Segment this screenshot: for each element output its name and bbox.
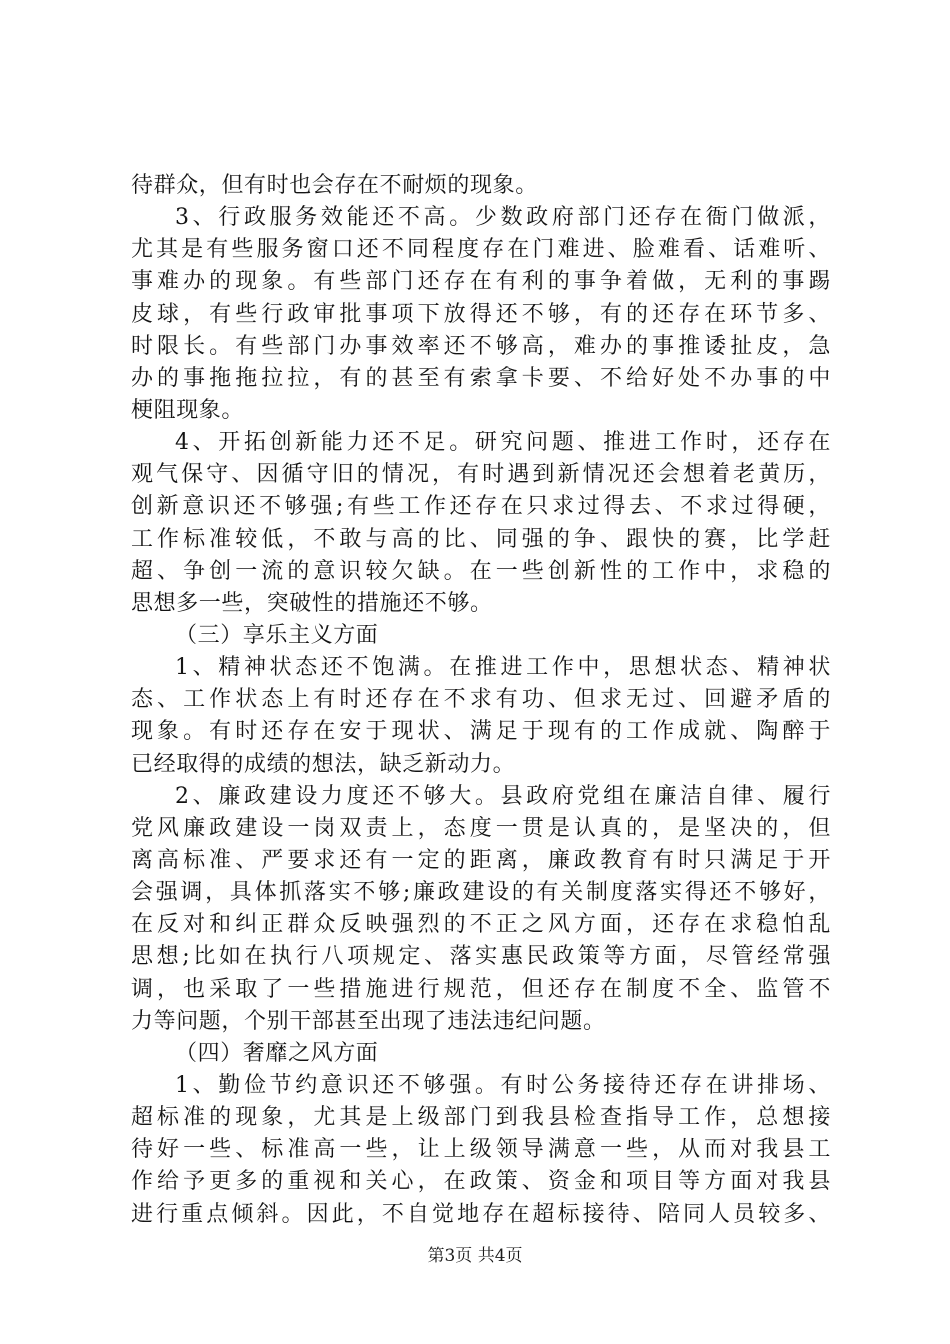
text-line: 尤其是有些服务窗口还不同程度存在门难进、脸难看、话难听、 — [131, 237, 831, 263]
text-line: 进行重点倾斜。因此，不自觉地存在超标接待、陪同人员较多、 — [131, 1201, 831, 1227]
text-line: 待群众，但有时也会存在不耐烦的现象。 — [131, 173, 538, 198]
text-line: 会强调，具体抓落实不够;廉政建设的有关制度落实得还不够好， — [131, 880, 831, 906]
text-line: 力等问题，个别干部甚至出现了违法违纪问题。 — [131, 1008, 606, 1034]
text-line: 1、勤俭节约意识还不够强。有时公务接待还存在讲排场、 — [175, 1072, 831, 1098]
text-line: 1、精神状态还不饱满。在推进工作中，思想状态、精神状 — [175, 655, 831, 681]
text-line: 在反对和纠正群众反映强烈的不正之风方面，还存在求稳怕乱 — [131, 912, 831, 938]
text-line: 时限长。有些部门办事效率还不够高，难办的事推诿扯皮，急 — [131, 333, 831, 359]
text-line: 超、争创一流的意识较欠缺。在一些创新性的工作中，求稳的 — [131, 558, 831, 584]
text-line: 4、开拓创新能力还不足。研究问题、推进工作时，还存在 — [175, 430, 831, 456]
text-line: 态、工作状态上有时还存在不求有功、但求无过、回避矛盾的 — [131, 687, 831, 713]
text-line: 3、行政服务效能还不高。少数政府部门还存在衙门做派， — [175, 205, 831, 231]
text-line: 办的事拖拖拉拉，有的甚至有索拿卡要、不给好处不办事的中 — [131, 365, 831, 391]
text-line: 思想多一些，突破性的措施还不够。 — [131, 590, 493, 616]
text-line: 离高标准、严要求还有一定的距离，廉政教育有时只满足于开 — [131, 847, 831, 873]
section-heading: （三）享乐主义方面 — [175, 622, 379, 648]
text-line: 2、廉政建设力度还不够大。县政府党组在廉洁自律、履行 — [175, 783, 831, 809]
text-line: 待好一些、标准高一些，让上级领导满意一些，从而对我县工 — [131, 1137, 831, 1163]
text-line: 创新意识还不够强;有些工作还存在只求过得去、不求过得硬， — [131, 494, 831, 520]
text-line: 皮球，有些行政审批事项下放得还不够，有的还存在环节多、 — [131, 301, 831, 327]
text-line: 事难办的现象。有些部门还存在有利的事争着做，无利的事踢 — [131, 269, 831, 295]
section-heading: （四）奢靡之风方面 — [175, 1040, 379, 1066]
document-body — [131, 170, 831, 1231]
text-line: 已经取得的成绩的想法，缺乏新动力。 — [131, 751, 516, 777]
text-line: 工作标准较低，不敢与高的比、同强的争、跟快的赛，比学赶 — [131, 526, 831, 552]
text-line: 党风廉政建设一岗双责上，态度一贯是认真的，是坚决的，但 — [131, 815, 831, 841]
text-line: 调，也采取了一些措施进行规范，但还存在制度不全、监管不 — [131, 976, 831, 1002]
text-line: 梗阻现象。 — [131, 397, 245, 423]
text-line: 超标准的现象，尤其是上级部门到我县检查指导工作，总想接 — [131, 1105, 831, 1131]
text-line: 现象。有时还存在安于现状、满足于现有的工作成就、陶醉于 — [131, 719, 831, 745]
text-line: 作给予更多的重视和关心，在政策、资金和项目等方面对我县 — [131, 1169, 831, 1195]
text-line: 观气保守、因循守旧的情况，有时遇到新情况还会想着老黄历， — [131, 462, 831, 488]
text-line: 思想;比如在执行八项规定、落实惠民政策等方面，尽管经常强 — [131, 944, 831, 970]
page-footer: 第3页 共4页 — [427, 1246, 523, 1266]
